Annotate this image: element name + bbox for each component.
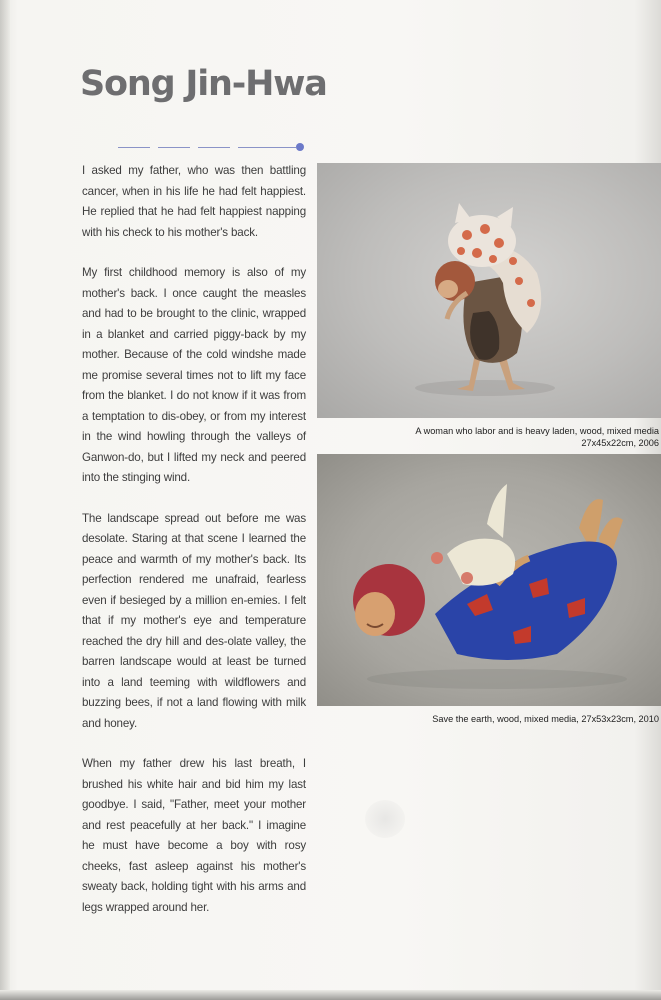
sculpture-photo-woman-laden: [317, 163, 661, 418]
sculpture-illustration: [317, 454, 661, 706]
sculpture-photo-save-the-earth: [317, 454, 661, 706]
figure-caption-date: 27x45x22cm, 2006: [581, 438, 659, 448]
paragraph: I asked my father, who was then battling cancer, when in his life he had felt happiest. He replied that he had felt happiest napping with his check to his mother's back.: [82, 164, 306, 239]
paragraph: The landscape spread out before me was desolate. Staring at that scene I learned the peace and warmth of my mother's back. Its perfection rendered me unafraid, fearless even if besieged by a million en-emies. I felt that if my mother's eye and temperature reached the dry hill and des-olate valley, the barren landscape would at least be turned into a land teeming with wildflowers and buzzing bees, if not a land flowing with milk and honey.: [82, 511, 306, 730]
divider-dash: [198, 147, 230, 148]
article-title: Song Jin-Hwa: [80, 64, 327, 104]
page-spine-shadow: [0, 0, 10, 1000]
figure-caption: A woman who labor and is heavy laden, wood, mixed media: [415, 426, 659, 436]
article-body: [82, 161, 306, 938]
sculpture-illustration: [317, 163, 661, 418]
paper-smudge: [365, 800, 405, 838]
divider-dash: [158, 147, 190, 148]
figure-caption: Save the earth, wood, mixed media, 27x53x23cm, 2010: [432, 714, 659, 724]
divider-dash: [238, 147, 296, 148]
paragraph: My first childhood memory is also of my mother's back. I once caught the measles and had to be brought to the clinic, wrapped in a blanket and carried piggy-back by my mother. Because of the cold windshe made me promise several times not to lift my face from the blanket. I do not know if it was from a temptation to dis-obey, or from my interest in the wind howling through the valleys of Ganwon-do, but I lifted my neck and peered into the stinging wind.: [82, 266, 306, 484]
divider-dot-icon: [296, 143, 304, 151]
title-divider: [118, 140, 418, 154]
paragraph: When my father drew his last breath, I brushed his white hair and bid him my last goodbye. I said, "Father, meet your mother and rest peacefully at her back." I imagine he must have become a boy with rosy cheeks, fast asleep against his mother's sweaty back, holding tight with his arms and legs wrapped around her.: [82, 757, 306, 914]
page-bottom-edge: [0, 990, 661, 1000]
divider-dash: [118, 147, 150, 148]
